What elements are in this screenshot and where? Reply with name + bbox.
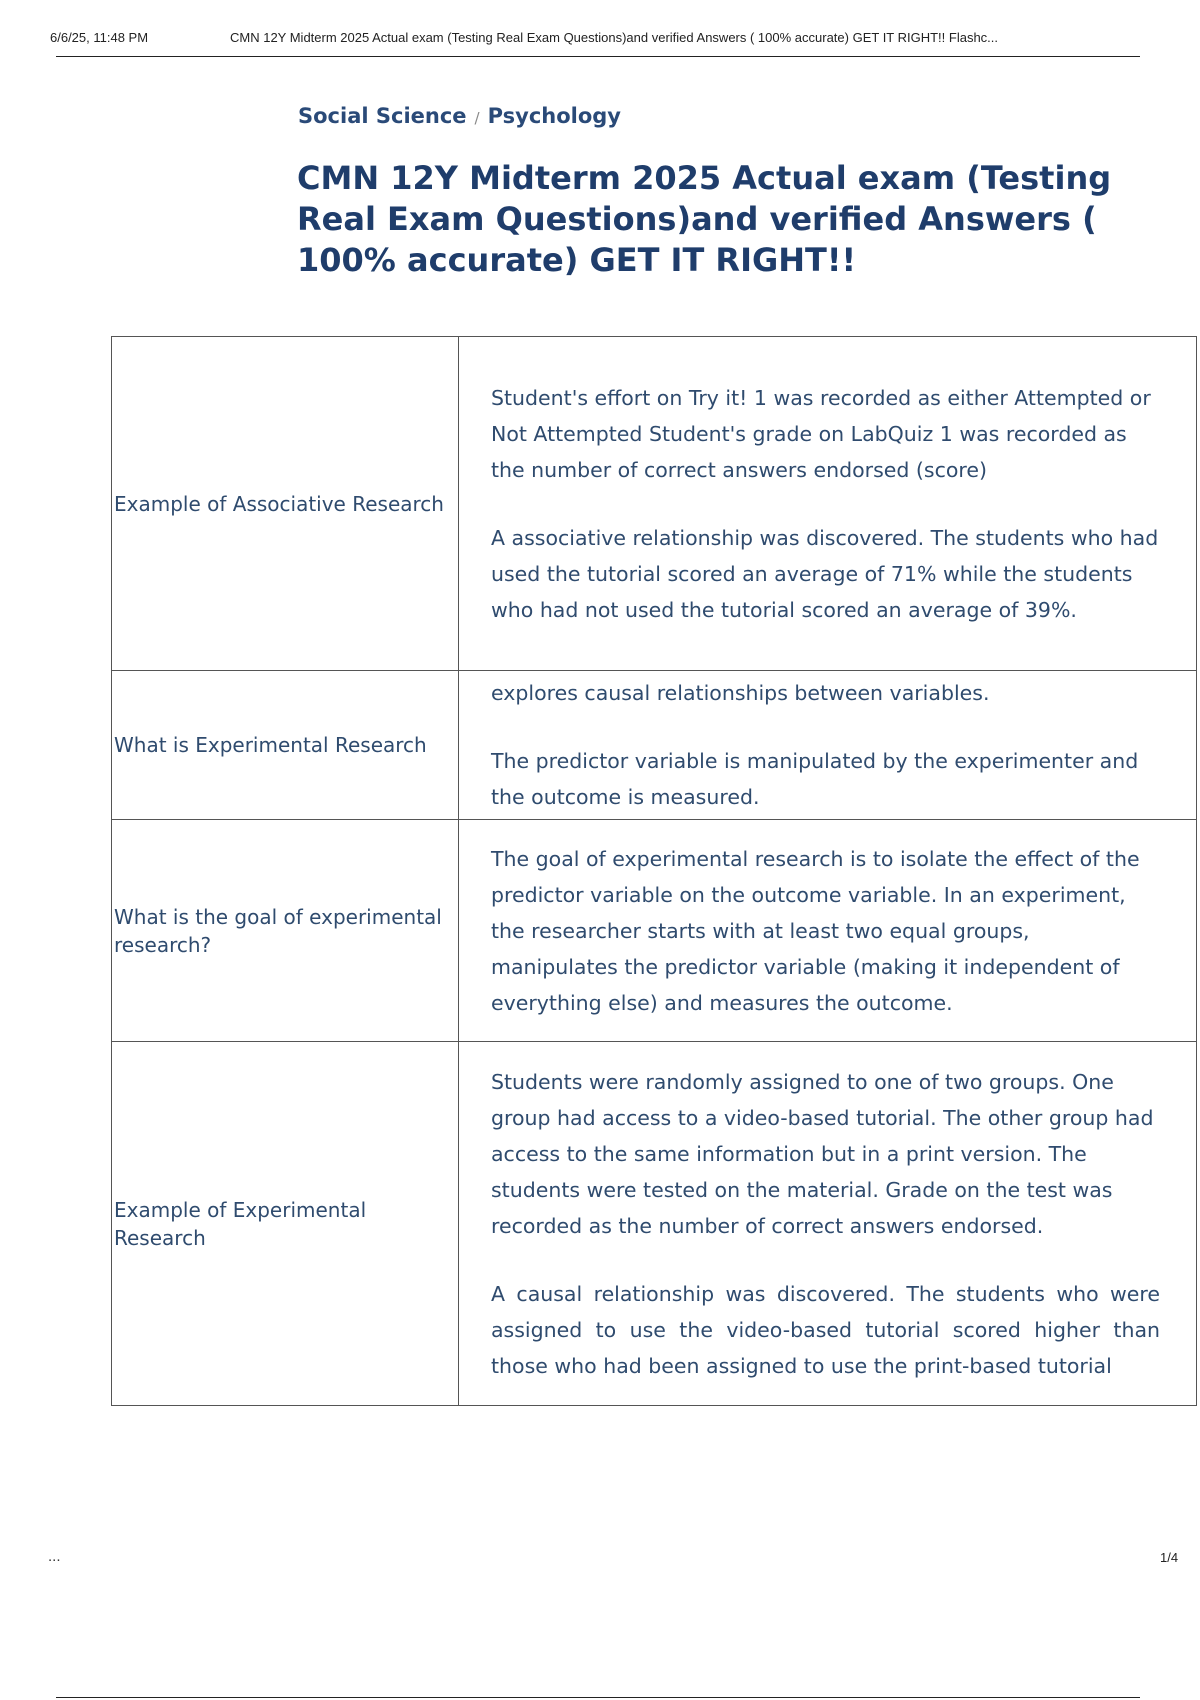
footer-divider xyxy=(56,1697,1140,1698)
table-row xyxy=(112,337,1197,671)
table-row xyxy=(112,820,1197,1042)
header-divider xyxy=(56,56,1140,57)
definition-paragraph: Student's effort on Try it! 1 was recorded as either Attempted or Not Attempted Student's grade on LabQuiz 1 was recorded as the number of correct answers endorsed (score) xyxy=(491,385,1151,482)
definition-paragraph: Students were randomly assigned to one of two groups. One group had access to a video-based tutorial. The other group had access to the same information but in a print version. The students were tested on the material. Grade on the test was recorded as the number of correct answers endorsed. xyxy=(491,1069,1154,1238)
card-term: Example of Experimental Research xyxy=(112,1042,459,1406)
definition-paragraph: The predictor variable is manipulated by the experimenter and the outcome is measured. xyxy=(491,749,1139,809)
print-header xyxy=(50,30,1145,50)
table-row xyxy=(112,671,1197,820)
breadcrumb xyxy=(298,104,621,128)
table-row xyxy=(112,1042,1197,1406)
card-definition xyxy=(459,337,1197,671)
card-term: Example of Associative Research xyxy=(112,337,459,671)
card-definition xyxy=(459,671,1197,820)
print-timestamp: 6/6/25, 11:48 PM xyxy=(50,30,149,45)
card-definition xyxy=(459,1042,1197,1406)
breadcrumb-separator: / xyxy=(474,109,480,127)
definition-paragraph: A associative relationship was discovered. The students who had used the tutorial scored an average of 71% while the students who had not used the tutorial scored an average of 39%. xyxy=(491,525,1159,622)
definition-paragraph: explores causal relationships between variables. xyxy=(491,681,990,705)
page-indicator: 1/4 xyxy=(1160,1550,1179,1565)
flashcard-table xyxy=(111,336,1197,1406)
definition-paragraph: A causal relationship was discovered. The students who were assigned to use the video-based tutorial scored higher than those who had been assigned to use the print-based tutorial xyxy=(491,1281,1160,1378)
card-term: What is the goal of experimental research? xyxy=(112,820,459,1042)
breadcrumb-category[interactable]: Social Science xyxy=(298,104,467,128)
page-title: CMN 12Y Midterm 2025 Actual exam (Testing Real Exam Questions)and verified Answers ( 100% accurate) GET IT RIGHT!! xyxy=(297,159,1112,279)
print-document-title: CMN 12Y Midterm 2025 Actual exam (Testing Real Exam Questions)and verified Answers ( 100% accurate) GET IT RIGHT!! Flashc... xyxy=(230,30,999,45)
footer-ellipsis: ... xyxy=(48,1548,61,1565)
definition-paragraph: The goal of experimental research is to isolate the effect of the predictor variable on the outcome variable. In an experiment, the researcher starts with at least two equal groups, manipulates the predictor variable (making it independent of everything else) and measures the outcome. xyxy=(491,846,1140,1015)
card-term: What is Experimental Research xyxy=(112,671,459,820)
card-definition xyxy=(459,820,1197,1042)
breadcrumb-subcategory[interactable]: Psychology xyxy=(487,104,621,128)
